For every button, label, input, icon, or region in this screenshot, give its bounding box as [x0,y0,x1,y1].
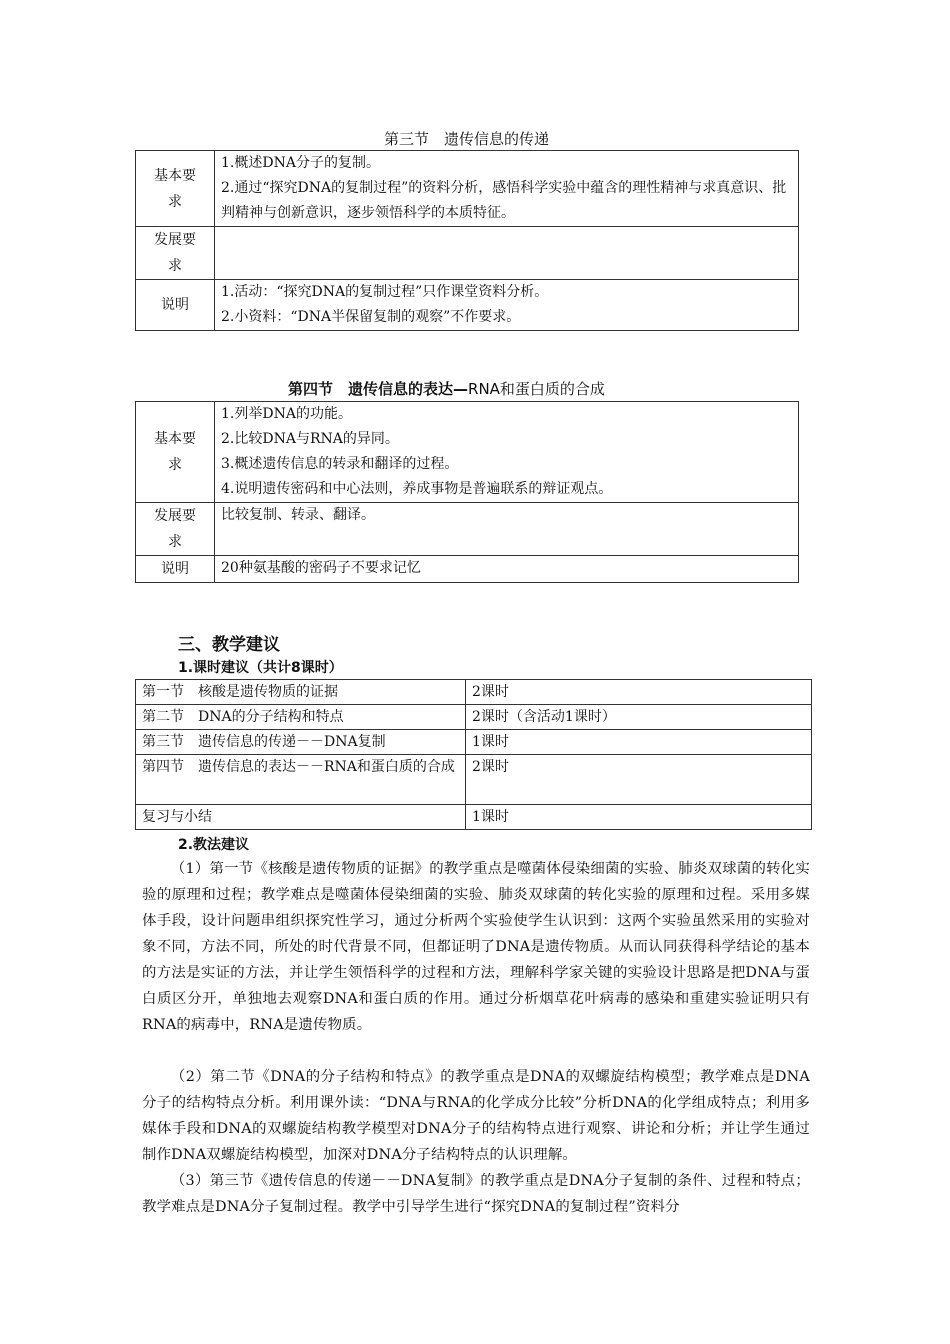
section4-basic-item-4: 4.说明遗传密码和中心法则，养成事物是普遍联系的辩证观点。 [221,481,613,497]
section3-dev-label: 发展要求 [136,227,215,280]
section3-dev-content [215,227,799,280]
section3-note-content [215,280,799,331]
section3-basic-item-1: 1.概述DNA分子的复制。 [221,155,380,171]
section3-basic-label: 基本要求 [136,151,215,227]
section4-dev-content: 比较复制、转录、翻译。 [215,503,799,556]
section4-dev-label: 发展要求 [136,503,215,556]
hours-value: 1课时 [466,805,812,830]
section4-basic-item-2: 2.比较DNA与RNA的异同。 [221,431,399,447]
table-row [136,680,812,705]
hours-value: 2课时 [466,755,812,805]
section3-note-item-1: 1.活动：“探究DNA的复制过程”只作课堂资料分析。 [221,284,549,300]
section3-basic-content [215,151,799,227]
method-paragraph-3: （3）第三节《遗传信息的传递－－DNA复制》的教学重点是DNA分子复制的条件、过程和特点；教学难点是DNA分子复制过程。教学中引导学生进行“探究DNA的复制过程”资料分 [142,1173,810,1215]
teaching-heading: 三、教学建议 [178,635,280,655]
method-paragraph-1: （1）第一节《核酸是遗传物质的证据》的教学重点是噬菌体侵染细菌的实验、肺炎双球菌的转化实验的原理和过程；教学难点是噬菌体侵染细菌的实验、肺炎双球菌的转化实验的原理和过程。采用多媒体手段，设计问题串组织探究性学习，通过分析两个实验使学生认识到：这两个实验虽然采用的实验对象不同，方法不同，所处的时代背景不同，但都证明了DNA是遗传物质。从而认同获得科学结论的基本的方法是实证的方法，并让学生领悟科学的过程和方法，理解科学家关键的实验设计思路是把DNA与蛋白质区分开，单独地去观察DNA和蛋白质的作用。通过分析烟草花叶病毒的感染和重建实验证明只有RNA的病毒中，RNA是遗传物质。 [142,861,810,1033]
table-row [136,730,812,755]
section4-title: 第四节 遗传信息的表达—RNA和蛋白质的合成 [288,380,605,398]
table-row [136,755,812,805]
section3-table [135,150,799,331]
hours-topic: 复习与小结 [136,805,466,830]
hours-topic: 第一节 核酸是遗传物质的证据 [136,680,466,705]
section3-note-item-2: 2.小资料：“DNA半保留复制的观察”不作要求。 [221,309,521,325]
table-row [136,705,812,730]
hours-heading: 1.课时建议（共计8课时） [178,660,343,676]
hours-topic: 第四节 遗传信息的表达－－RNA和蛋白质的合成 [136,755,466,805]
section4-basic-content [215,402,799,503]
section3-note-label: 说明 [136,280,215,331]
hours-topic: 第二节 DNA的分子结构和特点 [136,705,466,730]
methods-heading: 2.教法建议 [178,837,250,853]
section4-table [135,401,799,583]
method-paragraph-2: （2）第二节《DNA的分子结构和特点》的教学重点是DNA的双螺旋结构模型；教学难点是DNA分子的结构特点分析。利用课外读：“DNA与RNA的化学成分比较”分析DNA的化学组成特点；利用多媒体手段和DNA的双螺旋结构教学模型对DNA分子的结构特点进行观察、讲论和分析；并让学生通过制作DNA双螺旋结构模型，加深对DNA分子结构特点的认识理解。 [142,1069,810,1163]
hours-table [135,679,812,830]
section4-basic-item-1: 1.列举DNA的功能。 [221,406,352,422]
hours-value: 2课时 [466,680,812,705]
hours-value: 2课时（含活动1课时） [466,705,812,730]
section4-note-label: 说明 [136,556,215,583]
hours-topic: 第三节 遗传信息的传递－－DNA复制 [136,730,466,755]
table-row [136,805,812,830]
hours-value: 1课时 [466,730,812,755]
section4-basic-item-3: 3.概述遗传信息的转录和翻译的过程。 [221,456,459,472]
section3-title: 第三节 遗传信息的传递 [384,130,550,148]
section4-note-content: 20种氨基酸的密码子不要求记忆 [215,556,799,583]
section3-basic-item-2: 2.通过“探究DNA的复制过程”的资料分析，感悟科学实验中蕴含的理性精神与求真意识、批判精神与创新意识，逐步领悟科学的本质特征。 [221,180,787,221]
section4-basic-label: 基本要求 [136,402,215,503]
